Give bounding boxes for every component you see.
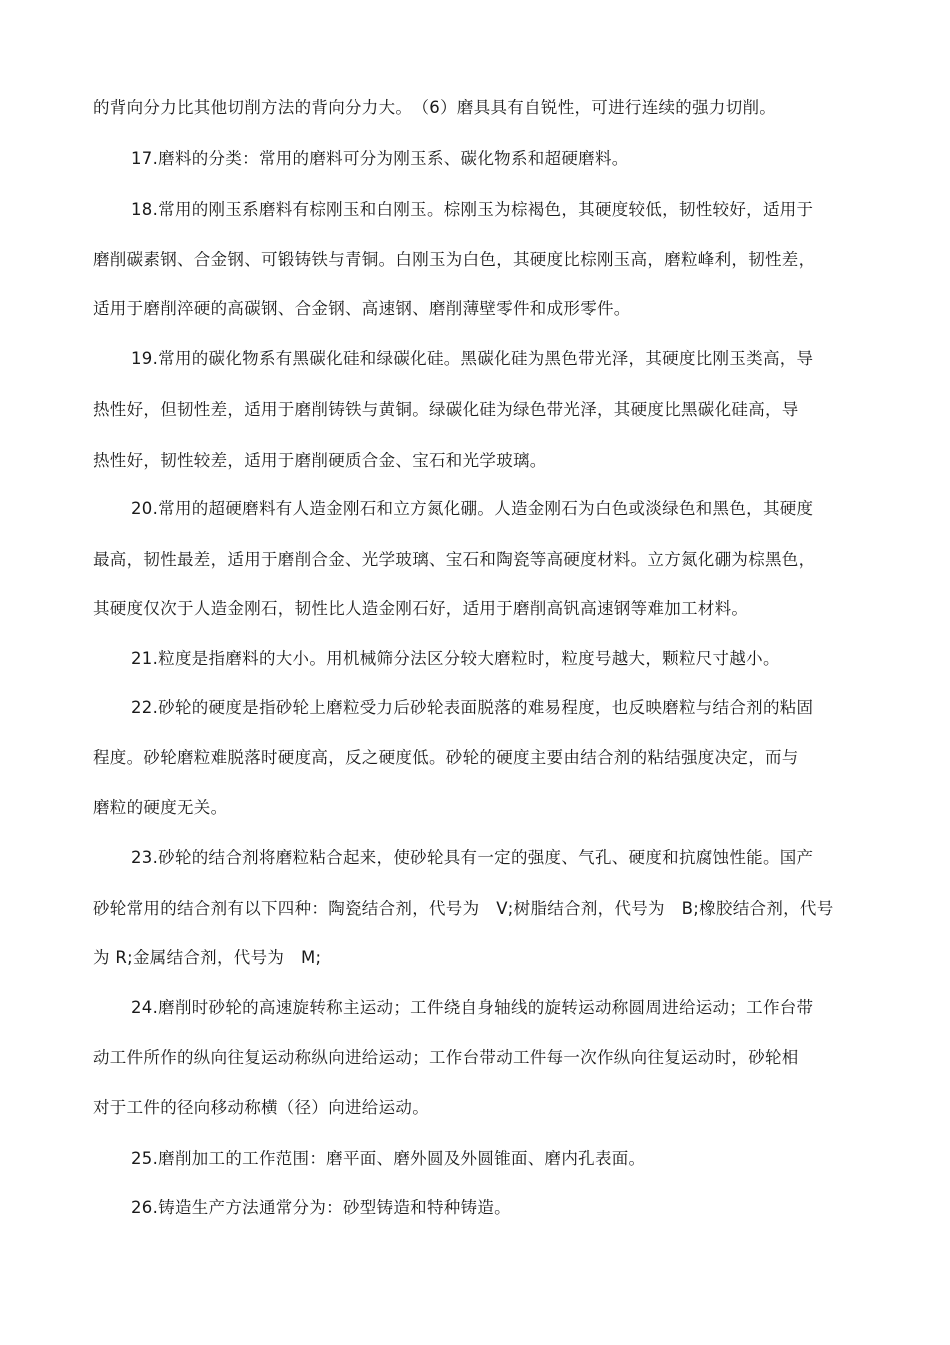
text-line: 程度。砂轮磨粒难脱落时硬度高，反之硬度低。砂轮的硬度主要由结合剂的粘结强度决定，而与 — [93, 748, 799, 767]
text-line: 砂轮常用的结合剂有以下四种：陶瓷结合剂，代号为 V;树脂结合剂，代号为 B;橡胶结合剂，代号 — [93, 899, 834, 918]
text-line: 25.磨削加工的工作范围：磨平面、磨外圆及外圆锥面、磨内孔表面。 — [131, 1149, 646, 1168]
text-line: 24.磨削时砂轮的高速旋转称主运动；工件绕自身轴线的旋转运动称圆周进给运动；工作台带 — [131, 998, 814, 1017]
text-line: 热性好，但韧性差，适用于磨削铸铁与黄铜。绿碳化硅为绿色带光泽，其硬度比黑碳化硅高，导 — [93, 400, 799, 419]
text-line: 磨削碳素钢、合金钢、可锻铸铁与青铜。白刚玉为白色，其硬度比棕刚玉高，磨粒峰利，韧性差， — [93, 250, 816, 269]
text-line: 最高，韧性最差，适用于磨削合金、光学玻璃、宝石和陶瓷等高硬度材料。立方氮化硼为棕黑色， — [93, 550, 816, 569]
text-line: 19.常用的碳化物系有黑碳化硅和绿碳化硅。黑碳化硅为黑色带光泽，其硬度比刚玉类高，导 — [131, 349, 814, 368]
text-line: 17.磨料的分类：常用的磨料可分为刚玉系、碳化物系和超硬磨料。 — [131, 149, 629, 168]
text-line: 18.常用的刚玉系磨料有棕刚玉和白刚玉。棕刚玉为棕褐色，其硬度较低，韧性较好，适用于 — [131, 200, 814, 219]
text-line: 对于工件的径向移动称横（径）向进给运动。 — [93, 1098, 429, 1117]
text-line: 其硬度仅次于人造金刚石，韧性比人造金刚石好，适用于磨削高钒高速钢等难加工材料。 — [93, 599, 749, 618]
text-line: 20.常用的超硬磨料有人造金刚石和立方氮化硼。人造金刚石为白色或淡绿色和黑色，其硬度 — [131, 499, 814, 518]
text-line: 磨粒的硬度无关。 — [93, 798, 228, 817]
text-line: 21.粒度是指磨料的大小。用机械筛分法区分较大磨粒时，粒度号越大，颗粒尺寸越小。 — [131, 649, 780, 668]
text-line: 适用于磨削淬硬的高碳钢、合金钢、高速钢、磨削薄壁零件和成形零件。 — [93, 299, 631, 318]
text-line: 动工件所作的纵向往复运动称纵向进给运动；工作台带动工件每一次作纵向往复运动时，砂轮相 — [93, 1048, 799, 1067]
text-line: 为 R;金属结合剂，代号为 M; — [93, 948, 322, 967]
text-line: 的背向分力比其他切削方法的背向分力大。 （6）磨具具有自锐性，可进行连续的强力切削。 — [93, 98, 777, 117]
text-line: 22.砂轮的硬度是指砂轮上磨粒受力后砂轮表面脱落的难易程度，也反映磨粒与结合剂的粘固 — [131, 698, 814, 717]
text-line: 热性好，韧性较差，适用于磨削硬质合金、宝石和光学玻璃。 — [93, 451, 547, 470]
text-line: 26.铸造生产方法通常分为：砂型铸造和特种铸造。 — [131, 1198, 511, 1217]
text-line: 23.砂轮的结合剂将磨粒粘合起来，使砂轮具有一定的强度、气孔、硬度和抗腐蚀性能。国产 — [131, 848, 814, 867]
